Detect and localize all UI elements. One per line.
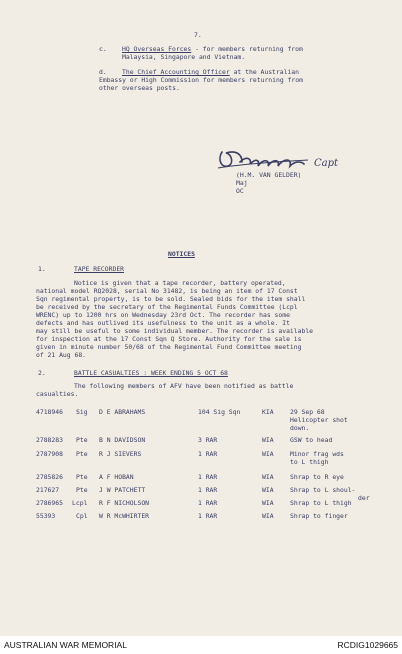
rank: Cpl bbox=[76, 512, 88, 520]
section1-line: Notice is given that a tape recorder, battery operated, bbox=[74, 279, 286, 287]
item-d-title: The Chief Accounting Officer bbox=[122, 68, 230, 76]
notices-heading: NOTICES bbox=[168, 250, 195, 258]
section1-line: national model RQ2028, serial No 31482, is being an item of 17 Const bbox=[36, 287, 298, 295]
item-d-line2: Embassy or High Commission for members returning from bbox=[99, 76, 303, 84]
detail: 29 Sep 68 bbox=[290, 408, 325, 416]
status: KIA bbox=[262, 408, 274, 416]
section2-heading: BATTLE CASUALTIES : WEEK ENDING 5 OCT 68 bbox=[74, 369, 228, 377]
footer-reference: RCDIG1029665 bbox=[337, 640, 398, 650]
table-row bbox=[0, 474, 402, 482]
member-name: R F NICHOLSON bbox=[99, 499, 150, 507]
status: WIA bbox=[262, 436, 274, 444]
section2-intro: The following members of AFV have been notified as battle bbox=[74, 382, 294, 390]
member-name: J W PATCHETT bbox=[99, 486, 146, 494]
table-row bbox=[0, 500, 402, 508]
unit: 1 RAR bbox=[198, 499, 218, 507]
table-row bbox=[0, 437, 402, 445]
service-number: 2785826 bbox=[36, 473, 63, 481]
unit: 1 RAR bbox=[198, 473, 218, 481]
item-c-line1-rest: - for members returning from bbox=[191, 45, 303, 53]
table-row-continuation bbox=[0, 459, 402, 467]
service-number: 2787908 bbox=[36, 450, 63, 458]
table-row bbox=[0, 487, 402, 495]
service-number: 2786965 bbox=[36, 499, 63, 507]
section1-line: may still be useful to some individual member. The recorder is available bbox=[36, 327, 314, 335]
item-d-marker: d. bbox=[99, 68, 107, 76]
item-c-title: HQ Overseas Forces bbox=[122, 45, 192, 53]
section1-heading: TAPE RECORDER bbox=[74, 265, 125, 273]
signature-name: (H.M. VAN GELDER) bbox=[236, 171, 302, 179]
signature-rank: Maj bbox=[236, 179, 248, 187]
item-d-line3: other overseas posts. bbox=[99, 84, 180, 92]
unit: 3 RAR bbox=[198, 436, 218, 444]
svg-text:Capt: Capt bbox=[314, 158, 339, 169]
rank: Lcpl bbox=[72, 499, 88, 507]
member-name: B N DAVIDSON bbox=[99, 436, 146, 444]
service-number: 4718946 bbox=[36, 408, 63, 416]
section1-line: for inspection at the 17 Const Sqn Q Store. Authority for the sale is bbox=[36, 335, 302, 343]
detail: Shrap to L shoul- bbox=[290, 486, 356, 494]
member-name: D E ABRAHAMS bbox=[99, 408, 146, 416]
unit: 104 Sig Sqn bbox=[198, 408, 241, 416]
rank: Pte bbox=[76, 436, 88, 444]
detail: Shrap to finger bbox=[290, 512, 348, 520]
section1-line: defects and has outlived its usefulness to the unit as a whole. It bbox=[36, 319, 290, 327]
table-row bbox=[0, 513, 402, 521]
section1-line: Sqn regimental property, is to be sold. Sealed bids for the item shall bbox=[36, 295, 306, 303]
section1-line: WRENC) up to 1200 hrs on Wednesday 23rd Oct. The recorder has some bbox=[36, 311, 290, 319]
section1-number: 1. bbox=[38, 265, 46, 273]
detail: down. bbox=[290, 424, 310, 432]
status: WIA bbox=[262, 499, 274, 507]
detail: Shrap to L thigh bbox=[290, 499, 352, 507]
item-c-line2: Malaysia, Singapore and Vietnam. bbox=[122, 53, 246, 61]
member-name: A F HOBAN bbox=[99, 473, 134, 481]
page-number: 7. bbox=[194, 31, 202, 39]
rank: Pte bbox=[76, 473, 88, 481]
signature-role: OC bbox=[236, 187, 244, 195]
footer-institution: AUSTRALIAN WAR MEMORIAL bbox=[4, 640, 127, 650]
table-row bbox=[0, 451, 402, 459]
table-row-continuation bbox=[0, 417, 402, 425]
item-c-marker: c. bbox=[99, 45, 107, 53]
service-number: 2788283 bbox=[36, 436, 63, 444]
section2-number: 2. bbox=[38, 369, 46, 377]
member-name: R J SIEVERS bbox=[99, 450, 142, 458]
rank: Pte bbox=[76, 486, 88, 494]
section1-line: given in minute number 50/68 of the Regimental Fund Committee meeting bbox=[36, 343, 302, 351]
status: WIA bbox=[262, 512, 274, 520]
section1-line: of 21 Aug 68. bbox=[36, 351, 87, 359]
detail: Shrap to R eye bbox=[290, 473, 344, 481]
member-name: W R McWHIRTER bbox=[99, 512, 150, 520]
item-d-line1-rest: at the Australian bbox=[229, 68, 299, 76]
unit: 1 RAR bbox=[198, 450, 218, 458]
service-number: 55393 bbox=[36, 512, 56, 520]
detail: to L thigh bbox=[290, 458, 329, 466]
section2-intro: casualties. bbox=[36, 390, 79, 398]
rank: Sig bbox=[76, 408, 88, 416]
rank: Pte bbox=[76, 450, 88, 458]
table-row-continuation bbox=[0, 425, 402, 433]
unit: 1 RAR bbox=[198, 512, 218, 520]
service-number: 217627 bbox=[36, 486, 60, 494]
section1-line: be received by the secretary of the Regimental Funds Committee (Lcpl bbox=[36, 303, 298, 311]
status: WIA bbox=[262, 450, 274, 458]
archive-footer bbox=[0, 636, 402, 654]
status: WIA bbox=[262, 486, 274, 494]
unit: 1 RAR bbox=[198, 486, 218, 494]
status: WIA bbox=[262, 473, 274, 481]
detail: GSW to head bbox=[290, 436, 333, 444]
detail: Minor frag wds bbox=[290, 450, 344, 458]
detail: der bbox=[358, 494, 370, 502]
detail: Helicopter shot bbox=[290, 416, 348, 424]
